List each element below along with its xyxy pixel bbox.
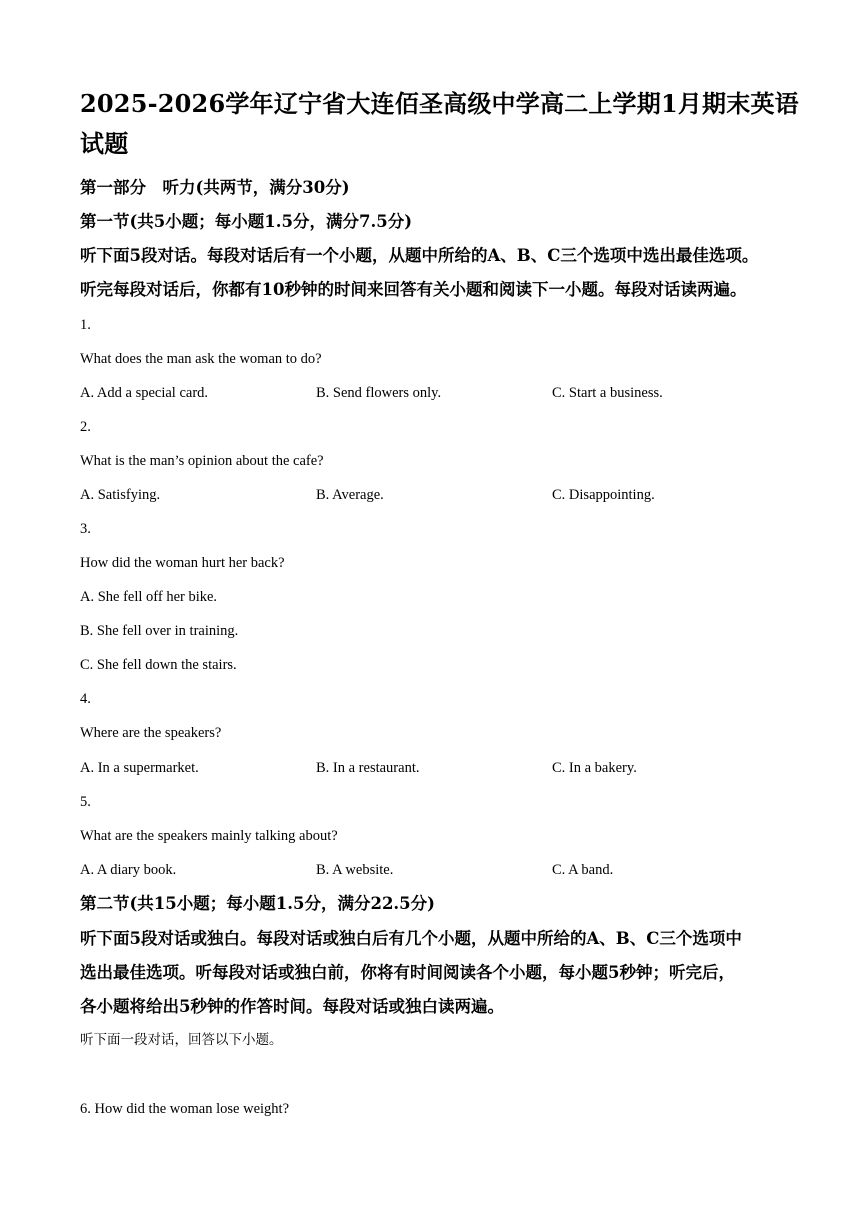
question-3-number: 3. [80,521,91,537]
question-6-stem: 6. How did the woman lose weight? [80,1101,290,1117]
question-1-stem: What does the man ask the woman to do? [80,351,322,367]
dialogue-instruction: 听下面一段对话，回答以下小题。 [80,1032,283,1048]
question-1-option-a: A. Add a special card. [80,385,209,401]
question-1-number: 1. [80,317,91,333]
section2-heading: 第二节(共15小题；每小题1.5分，满分22.5分) [80,894,435,913]
question-3-option-a: A. She fell off her bike. [80,589,218,605]
question-2-option-c: C. Disappointing. [552,487,655,503]
section1-instruction-line2: 听完每段对话后，你都有10秒钟的时间来回答有关小题和阅读下一小题。每段对话读两遍。 [80,280,747,299]
question-3-stem: How did the woman hurt her back? [80,555,285,571]
section2-instruction-line1: 听下面5段对话或独白。每段对话或独白后有几个小题，从题中所给的A、B、C三个选项中 [80,929,742,948]
question-5-option-b: B. A website. [316,862,394,878]
question-2-number: 2. [80,419,91,435]
question-2-option-a: A. Satisfying. [80,487,161,503]
question-3-option-b: B. She fell over in training. [80,623,239,639]
section1-heading: 第一节(共5小题；每小题1.5分，满分7.5分) [80,212,413,231]
question-5-stem: What are the speakers mainly talking about? [80,828,338,844]
page-title: 2025-2026学年辽宁省大连佰圣高级中学高二上学期1月期末英语试题 [80,89,799,158]
question-4-option-b: B. In a restaurant. [316,760,420,776]
question-5-option-a: A. A diary book. [80,862,177,878]
question-4-number: 4. [80,691,91,707]
section1-instruction-line1: 听下面5段对话。每段对话后有一个小题，从题中所给的A、B、C三个选项中选出最佳选项。 [80,246,759,265]
question-5-option-c: C. A band. [552,862,614,878]
question-4-option-c: C. In a bakery. [552,760,637,776]
section2-instruction-line3: 各小题将给出5秒钟的作答时间。每段对话或独白读两遍。 [80,997,504,1016]
question-5-number: 5. [80,794,91,810]
question-2-option-b: B. Average. [316,487,384,503]
question-4-option-a: A. In a supermarket. [80,760,199,776]
question-3-option-c: C. She fell down the stairs. [80,657,237,673]
section2-instruction-line2: 选出最佳选项。听每段对话或独白前，你将有时间阅读各个小题，每小题5秒钟；听完后， [80,963,735,982]
part1-heading: 第一部分 听力(共两节，满分30分) [80,178,350,197]
question-2-stem: What is the man’s opinion about the cafe? [80,453,324,469]
question-1-option-c: C. Start a business. [552,385,663,401]
question-1-option-b: B. Send flowers only. [316,385,442,401]
question-4-stem: Where are the speakers? [80,725,222,741]
